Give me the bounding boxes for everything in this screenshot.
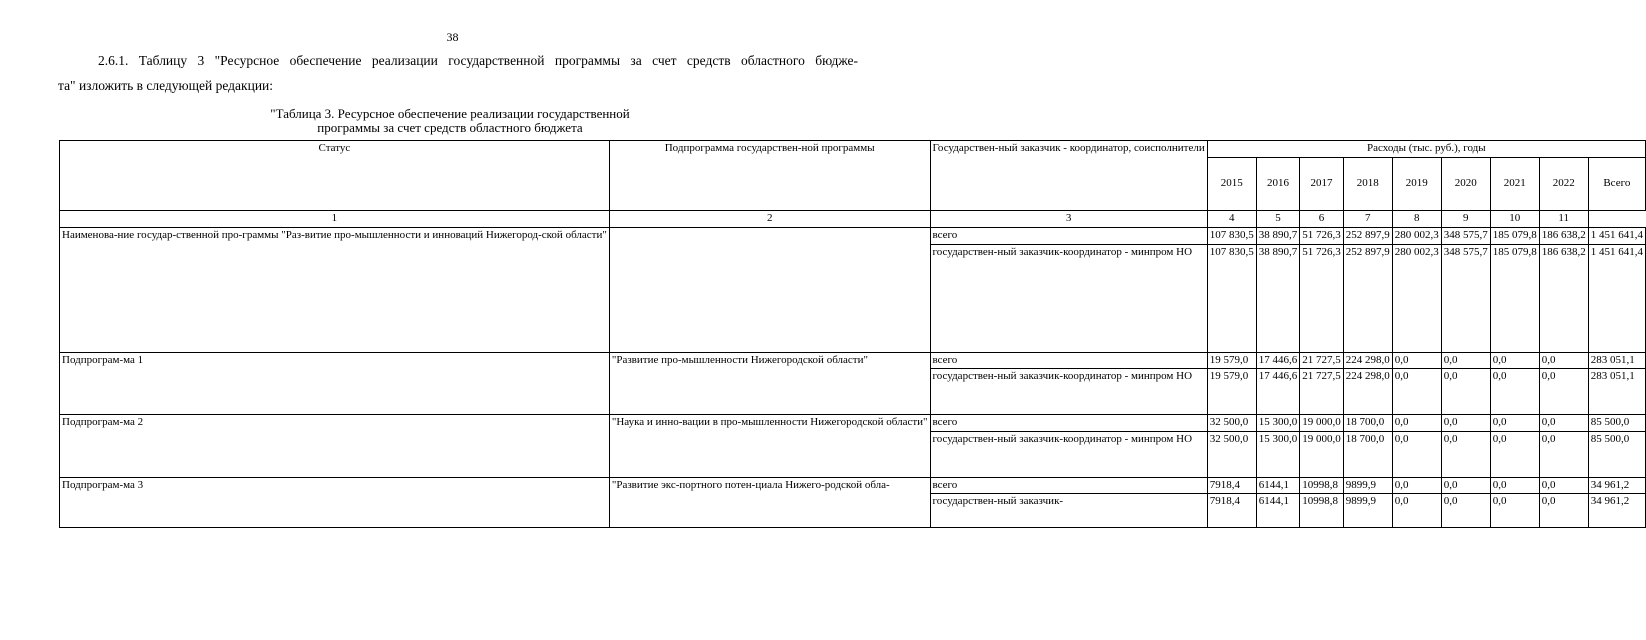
value-cell: 0,0 bbox=[1539, 494, 1588, 528]
value-cell: 0,0 bbox=[1539, 415, 1588, 432]
value-cell: 0,0 bbox=[1392, 352, 1441, 369]
value-cell: 10998,8 bbox=[1300, 477, 1344, 494]
column-number-cell: 6 bbox=[1300, 211, 1344, 228]
value-cell: 0,0 bbox=[1392, 494, 1441, 528]
subprogram-cell: "Развитие про-мышленности Нижегородской области" bbox=[609, 352, 930, 415]
value-cell: 21 727,5 bbox=[1300, 352, 1344, 369]
customer-cell: всего bbox=[930, 352, 1207, 369]
value-cell: 21 727,5 bbox=[1300, 369, 1344, 415]
value-cell: 252 897,9 bbox=[1343, 244, 1392, 352]
value-cell: 15 300,0 bbox=[1256, 431, 1300, 477]
column-number-cell: 11 bbox=[1539, 211, 1588, 228]
table-row bbox=[60, 228, 1646, 245]
column-number-cell: 10 bbox=[1490, 211, 1539, 228]
header-expenses: Расходы (тыс. руб.), годы bbox=[1207, 141, 1645, 158]
value-cell: 34 961,2 bbox=[1588, 494, 1645, 528]
value-cell: 283 051,1 bbox=[1588, 369, 1645, 415]
value-cell: 0,0 bbox=[1490, 494, 1539, 528]
header-year-cell: 2015 bbox=[1207, 158, 1256, 211]
value-cell: 280 002,3 bbox=[1392, 244, 1441, 352]
resource-table bbox=[59, 140, 1646, 528]
caption-line-2: программы за счет средств областного бюджета bbox=[317, 120, 583, 135]
customer-cell: государствен-ный заказчик- bbox=[930, 494, 1207, 528]
value-cell: 0,0 bbox=[1441, 494, 1490, 528]
column-number-cell: 8 bbox=[1392, 211, 1441, 228]
column-number-cell: 5 bbox=[1256, 211, 1300, 228]
value-cell: 0,0 bbox=[1392, 477, 1441, 494]
status-cell: Подпрограм-ма 3 bbox=[60, 477, 610, 528]
value-cell: 19 000,0 bbox=[1300, 431, 1344, 477]
customer-cell: государствен-ный заказчик-координатор - минпром НО bbox=[930, 431, 1207, 477]
value-cell: 10998,8 bbox=[1300, 494, 1344, 528]
value-cell: 19 579,0 bbox=[1207, 369, 1256, 415]
value-cell: 32 500,0 bbox=[1207, 415, 1256, 432]
value-cell: 17 446,6 bbox=[1256, 352, 1300, 369]
value-cell: 0,0 bbox=[1490, 369, 1539, 415]
column-number-cell: 2 bbox=[609, 211, 930, 228]
status-cell: Подпрограм-ма 1 bbox=[60, 352, 610, 415]
value-cell: 0,0 bbox=[1490, 477, 1539, 494]
value-cell: 186 638,2 bbox=[1539, 228, 1588, 245]
value-cell: 19 000,0 bbox=[1300, 415, 1344, 432]
value-cell: 85 500,0 bbox=[1588, 431, 1645, 477]
value-cell: 18 700,0 bbox=[1343, 431, 1392, 477]
value-cell: 0,0 bbox=[1441, 415, 1490, 432]
value-cell: 348 575,7 bbox=[1441, 228, 1490, 245]
value-cell: 348 575,7 bbox=[1441, 244, 1490, 352]
value-cell: 51 726,3 bbox=[1300, 228, 1344, 245]
header-year-cell: 2020 bbox=[1441, 158, 1490, 211]
value-cell: 34 961,2 bbox=[1588, 477, 1645, 494]
value-cell: 1 451 641,4 bbox=[1588, 244, 1645, 352]
value-cell: 224 298,0 bbox=[1343, 352, 1392, 369]
value-cell: 0,0 bbox=[1441, 431, 1490, 477]
value-cell: 51 726,3 bbox=[1300, 244, 1344, 352]
value-cell: 6144,1 bbox=[1256, 494, 1300, 528]
caption-line-1: "Таблица 3. Ресурсное обеспечение реализации государственной bbox=[270, 106, 630, 121]
value-cell: 107 830,5 bbox=[1207, 244, 1256, 352]
value-cell: 15 300,0 bbox=[1256, 415, 1300, 432]
status-cell: Наименова-ние государ-ственной про-граммы "Раз-витие про-мышленности и инноваций Нижегород-ской области" bbox=[60, 228, 610, 353]
value-cell: 9899,9 bbox=[1343, 494, 1392, 528]
value-cell: 19 579,0 bbox=[1207, 352, 1256, 369]
value-cell: 0,0 bbox=[1539, 477, 1588, 494]
header-year-cell: 2016 bbox=[1256, 158, 1300, 211]
table-row bbox=[60, 415, 1646, 432]
column-number-cell: 9 bbox=[1441, 211, 1490, 228]
value-cell: 0,0 bbox=[1490, 431, 1539, 477]
value-cell: 6144,1 bbox=[1256, 477, 1300, 494]
value-cell: 186 638,2 bbox=[1539, 244, 1588, 352]
value-cell: 85 500,0 bbox=[1588, 415, 1645, 432]
column-number-cell: 7 bbox=[1343, 211, 1392, 228]
column-number-cell: 1 bbox=[60, 211, 610, 228]
value-cell: 7918,4 bbox=[1207, 477, 1256, 494]
value-cell: 9899,9 bbox=[1343, 477, 1392, 494]
intro-line-2: та" изложить в следующей редакции: bbox=[58, 78, 274, 93]
value-cell: 0,0 bbox=[1392, 369, 1441, 415]
customer-cell: государствен-ный заказчик-координатор - минпром НО bbox=[930, 369, 1207, 415]
value-cell: 0,0 bbox=[1539, 431, 1588, 477]
value-cell: 1 451 641,4 bbox=[1588, 228, 1645, 245]
header-year-cell: 2017 bbox=[1300, 158, 1344, 211]
subprogram-cell: "Наука и инно-вации в про-мышленности Нижегородской области" bbox=[609, 415, 930, 478]
value-cell: 0,0 bbox=[1392, 415, 1441, 432]
table-row bbox=[60, 477, 1646, 494]
value-cell: 0,0 bbox=[1490, 352, 1539, 369]
value-cell: 107 830,5 bbox=[1207, 228, 1256, 245]
value-cell: 17 446,6 bbox=[1256, 369, 1300, 415]
header-subprogram: Подпрограмма государствен-ной программы bbox=[609, 141, 930, 211]
customer-cell: всего bbox=[930, 477, 1207, 494]
customer-cell: всего bbox=[930, 228, 1207, 245]
value-cell: 38 890,7 bbox=[1256, 228, 1300, 245]
column-number-cell: 4 bbox=[1207, 211, 1256, 228]
table-row bbox=[60, 352, 1646, 369]
value-cell: 0,0 bbox=[1441, 477, 1490, 494]
column-number-cell: 3 bbox=[930, 211, 1207, 228]
value-cell: 0,0 bbox=[1490, 415, 1539, 432]
value-cell: 0,0 bbox=[1392, 431, 1441, 477]
value-cell: 32 500,0 bbox=[1207, 431, 1256, 477]
value-cell: 283 051,1 bbox=[1588, 352, 1645, 369]
subprogram-cell: "Развитие экс-портного потен-циала Нижего-родской обла- bbox=[609, 477, 930, 528]
intro-line-1: 2.6.1. Таблицу 3 "Ресурсное обеспечение реализации государственной программы за счет средств областного бюдже- bbox=[98, 53, 858, 68]
header-status: Статус bbox=[60, 141, 610, 211]
header-year-cell: Всего bbox=[1588, 158, 1645, 211]
table-caption bbox=[190, 107, 710, 135]
status-cell: Подпрограм-ма 2 bbox=[60, 415, 610, 478]
subprogram-cell bbox=[609, 228, 930, 353]
header-year-cell: 2022 bbox=[1539, 158, 1588, 211]
value-cell: 0,0 bbox=[1441, 352, 1490, 369]
header-year-cell: 2021 bbox=[1490, 158, 1539, 211]
value-cell: 185 079,8 bbox=[1490, 228, 1539, 245]
value-cell: 0,0 bbox=[1441, 369, 1490, 415]
value-cell: 38 890,7 bbox=[1256, 244, 1300, 352]
customer-cell: государствен-ный заказчик-координатор - минпром НО bbox=[930, 244, 1207, 352]
value-cell: 0,0 bbox=[1539, 369, 1588, 415]
value-cell: 185 079,8 bbox=[1490, 244, 1539, 352]
header-year-cell: 2019 bbox=[1392, 158, 1441, 211]
page-number: 38 bbox=[446, 30, 459, 44]
value-cell: 252 897,9 bbox=[1343, 228, 1392, 245]
value-cell: 18 700,0 bbox=[1343, 415, 1392, 432]
value-cell: 0,0 bbox=[1539, 352, 1588, 369]
header-year-cell: 2018 bbox=[1343, 158, 1392, 211]
customer-cell: всего bbox=[930, 415, 1207, 432]
value-cell: 224 298,0 bbox=[1343, 369, 1392, 415]
value-cell: 280 002,3 bbox=[1392, 228, 1441, 245]
header-customer: Государствен-ный заказчик - координатор, соисполнители bbox=[930, 141, 1207, 211]
value-cell: 7918,4 bbox=[1207, 494, 1256, 528]
